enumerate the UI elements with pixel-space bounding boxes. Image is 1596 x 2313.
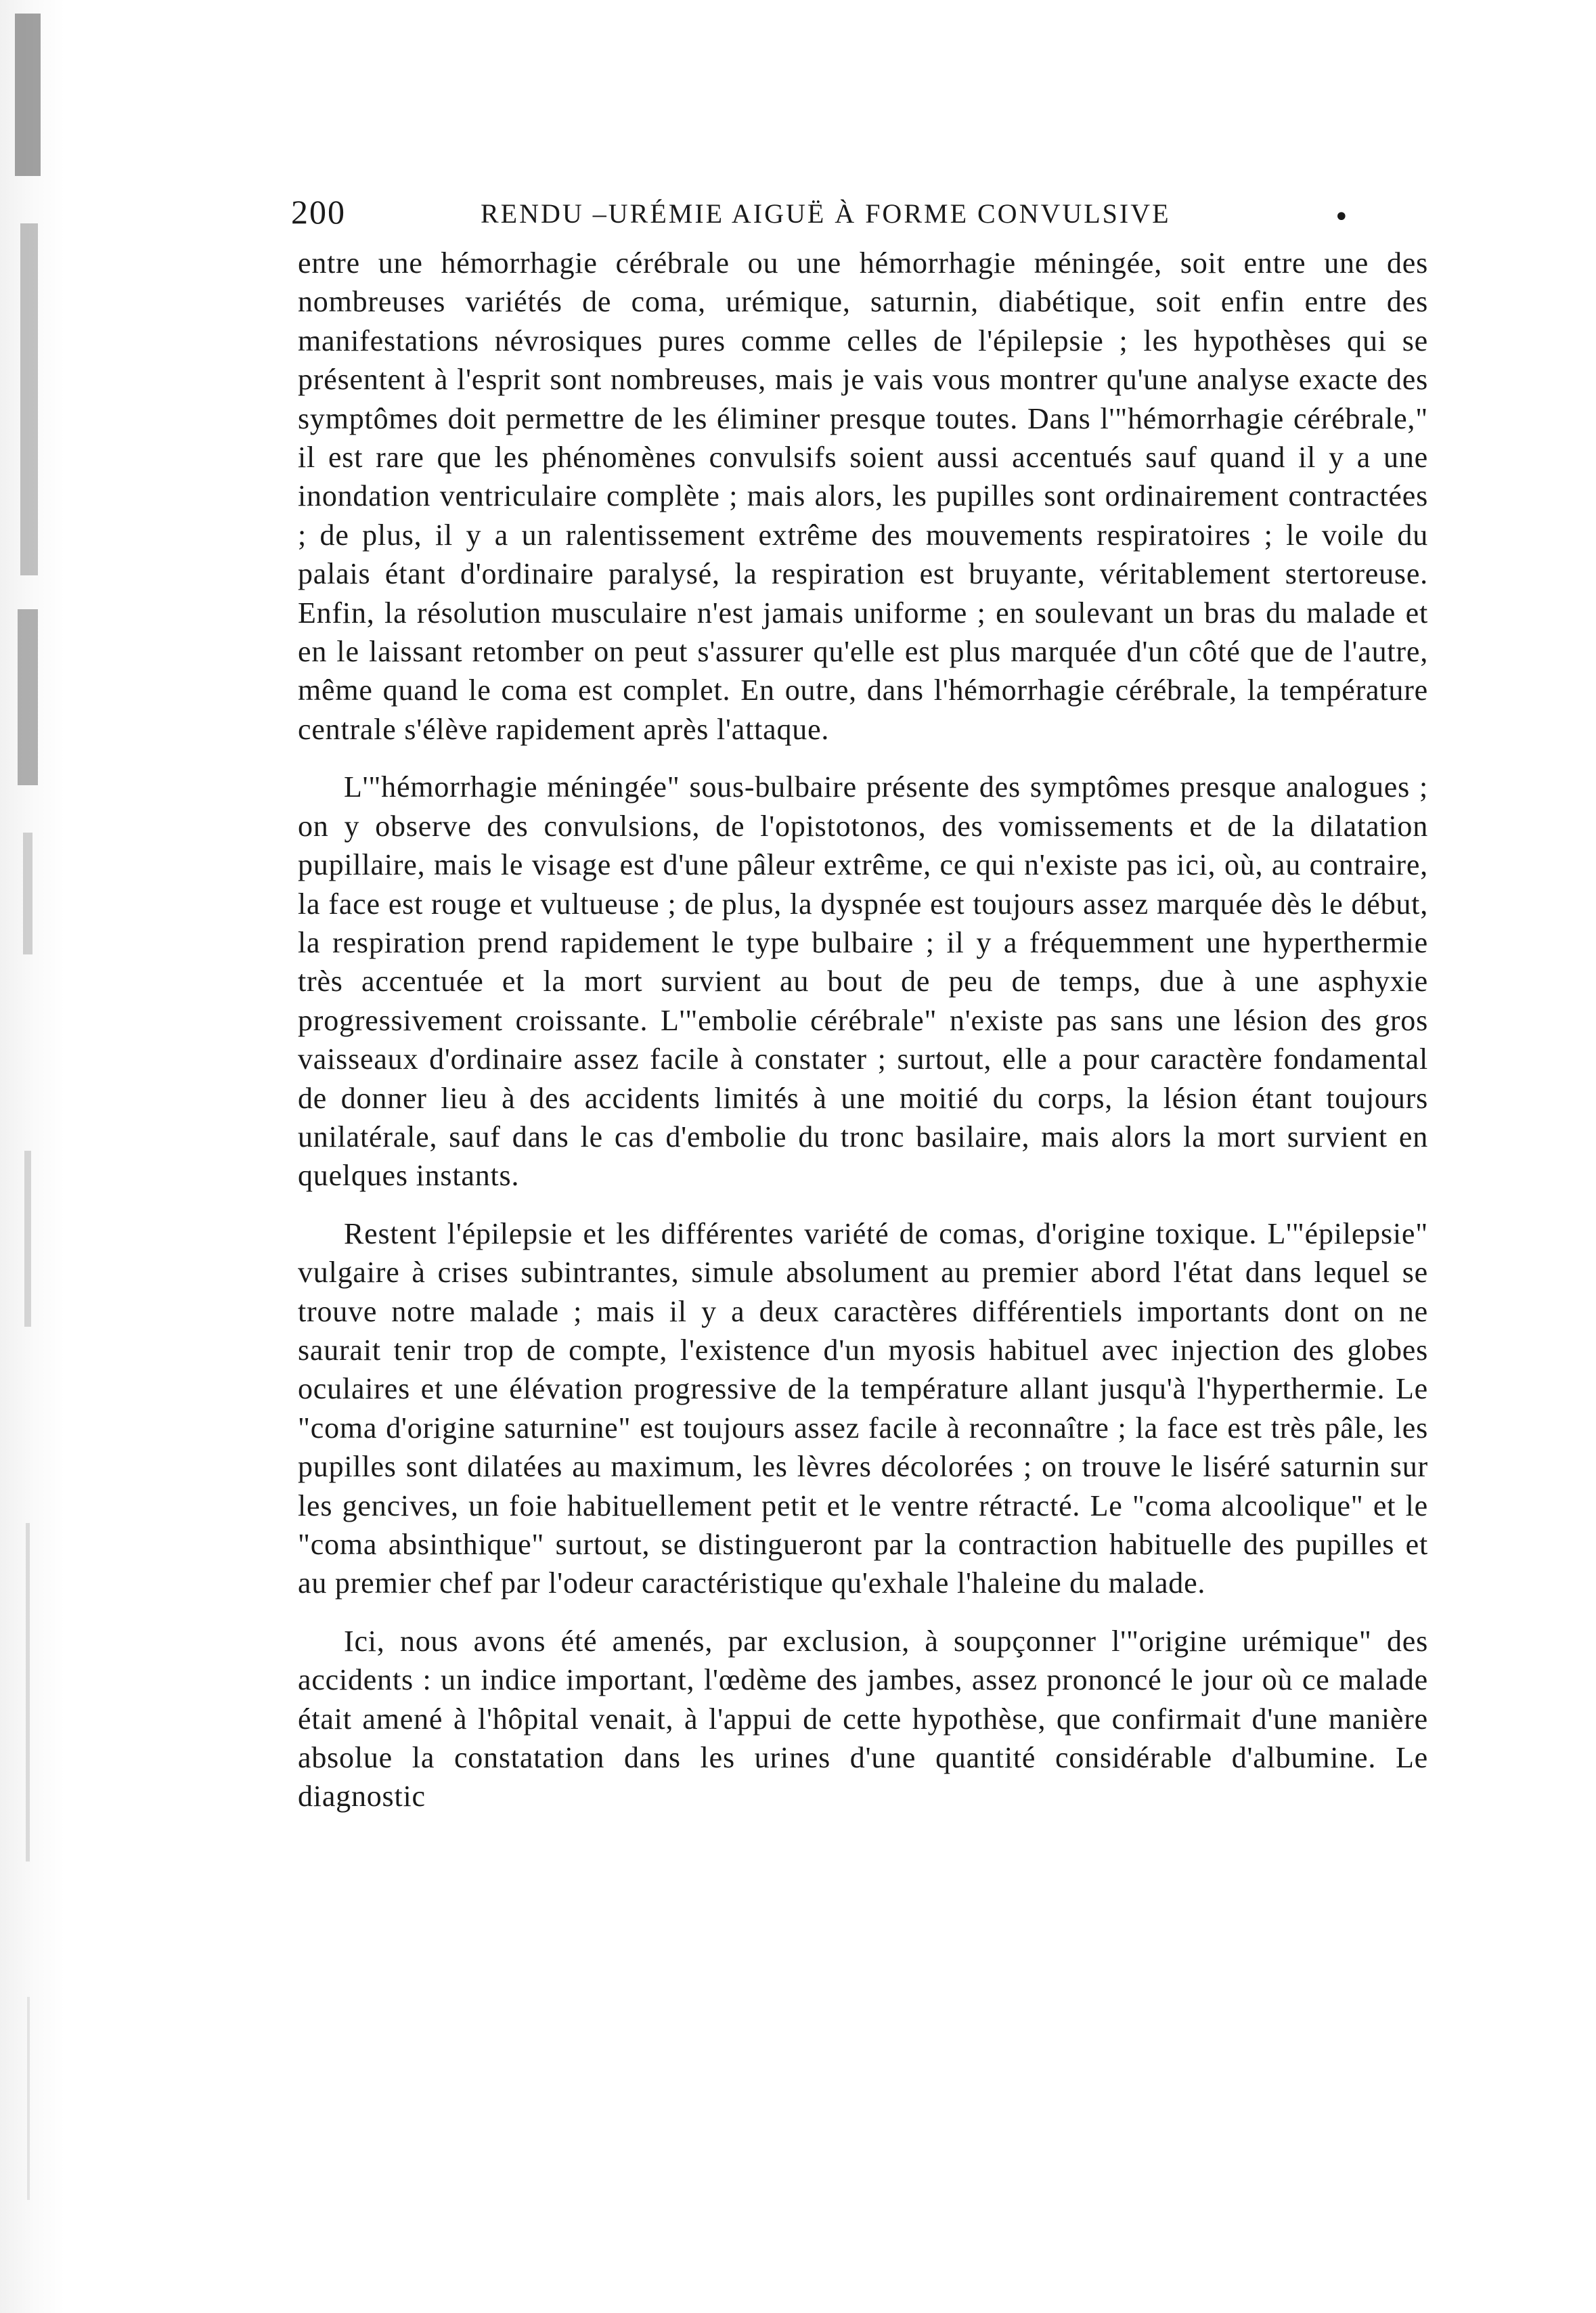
binding-mark (26, 1523, 30, 1862)
body-text (298, 244, 1428, 1835)
header-ornament: • (1333, 202, 1350, 233)
paragraph: L'"hémorrhagie méningée" sous-bulbaire présente des symptômes presque analogues ; on y observe des convulsions, de l'opistotonos, des vomissements et de la dilatation pupillaire, mais le visage est d'une pâleur extrême, ce qui n'existe pas ici, où, au contraire, la face est rouge et vultueuse ; de plus, la dyspnée est toujours assez marquée dès le début, la respiration prend rapidement le type bulbaire ; il y a fréquemment une hyperthermie très accentuée et la mort survient au bout de peu de temps, due à une asphyxie progressivement croissante. L'"embolie cérébrale" n'existe pas sans une lésion des gros vaisseaux d'ordinaire assez facile à constater ; surtout, elle a pour caractère fondamental de donner lieu à des accidents limités à une moitié du corps, la lésion étant toujours unilatérale, sauf dans le cas d'embolie du tronc basilaire, mais alors la mort survient en quelques instants. (298, 770, 1428, 1193)
page-header (291, 192, 1442, 246)
page-number: 200 (291, 193, 346, 231)
paragraph: Ici, nous avons été amenés, par exclusion, à soupçonner l'"origine urémique" des accidents : un indice important, l'œdème des jambes, assez prononcé le jour où ce malade était amené à l'hôpital venait, à l'appui de cette hypothèse, que confirmait d'une manière absolue la constatation dans les urines d'une quantité considérable d'albumine. Le diagnostic (298, 1624, 1428, 1813)
paragraph-continued: entre une hémorrhagie cérébrale ou une hémorrhagie méningée, soit entre une des nombreuses variétés de coma, urémique, saturnin, diabétique, soit enfin entre des manifestations névrosiques pures comme celles de l'épilepsie ; les hypothèses qui se présentent à l'esprit sont nombreuses, mais je vais vous montrer qu'une analyse exacte des symptômes doit permettre de les éliminer presque toutes. Dans l'"hémorrhagie cérébrale," il est rare que les phénomènes convulsifs soient aussi accentués sauf quand il y a une inondation ventriculaire complète ; mais alors, les pupilles sont ordinairement contractées ; de plus, il y a un ralentissement extrême des mouvements respiratoires ; le voile du palais étant d'ordinaire paralysé, la respiration est bruyante, véritablement stertoreuse. Enfin, la résolution musculaire n'est jamais uniforme ; en soulevant un bras du malade et en le laissant retomber on peut s'assurer qu'elle est plus marquée d'un côté que de l'autre, même quand le coma est complet. En outre, dans l'hémorrhagie cérébrale, la température centrale s'élève rapidement après l'attaque. (298, 246, 1428, 746)
binding-mark (18, 609, 38, 785)
binding-mark (15, 14, 41, 176)
binding-mark (27, 1997, 30, 2200)
book-binding-shadow (0, 0, 64, 2313)
running-head: RENDU –URÉMIE AIGUË À FORME CONVULSIVE (481, 198, 1171, 229)
binding-mark (24, 1151, 31, 1327)
binding-mark (23, 833, 32, 954)
paragraph: Restent l'épilepsie et les différentes variété de comas, d'origine toxique. L'"épilepsie" vulgaire à crises subintrantes, simule absolument au premier abord l'état dans lequel se trouve notre malade ; mais il y a deux caractères différentiels importants dont on ne saurait tenir trop de compte, l'existence d'un myosis habituel avec injection des globes oculaires et une élévation progressive de la température allant jusqu'à l'hyperthermie. Le "coma d'origine saturnine" est toujours assez facile à reconnaître ; la face est très pâle, les pupilles sont dilatées au maximum, les lèvres décolorées ; on trouve le liséré saturnin sur les gencives, un foie habituellement petit et le ventre rétracté. Le "coma alcoolique" et le "coma absinthique" surtout, se distingueront par la contraction habituelle des pupilles et au premier chef par l'odeur caractéristique qu'exhale l'haleine du malade. (298, 1216, 1428, 1600)
binding-mark (20, 223, 38, 575)
